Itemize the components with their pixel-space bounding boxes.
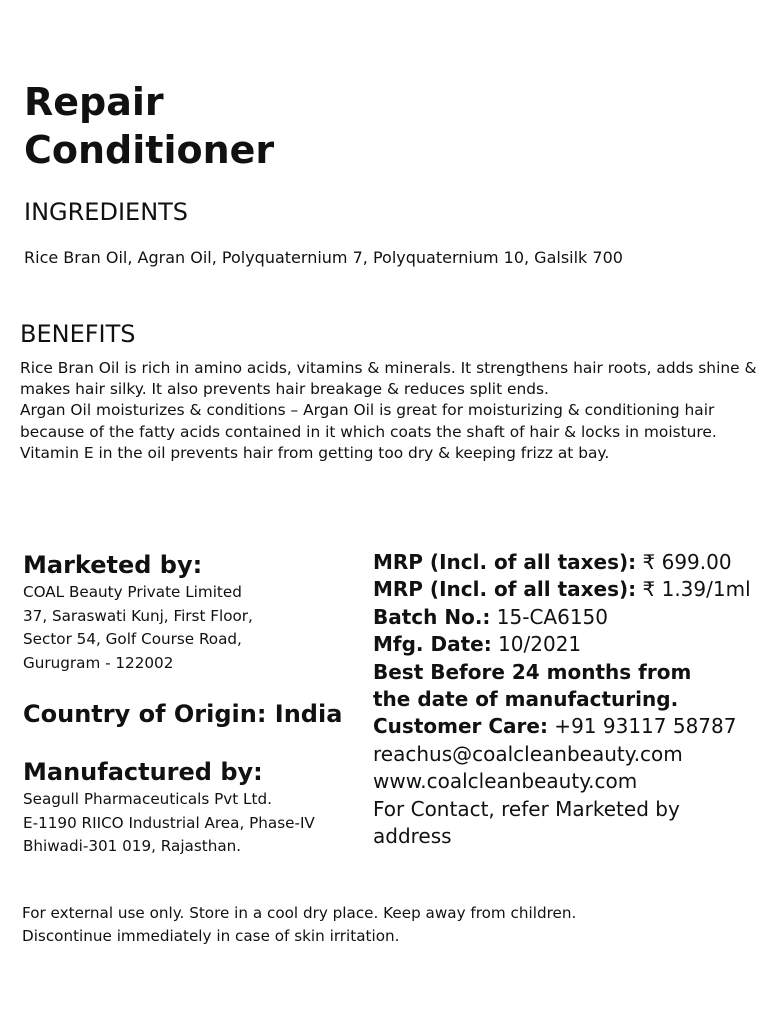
benefits-text	[20, 358, 760, 464]
product-details	[373, 549, 768, 850]
footer-line-1: For external use only. Store in a cool dry place. Keep away from children.	[22, 904, 577, 922]
benefits-heading: BENEFITS	[20, 320, 136, 348]
footer-line-2: Discontinue immediately in case of skin irritation.	[22, 927, 400, 945]
mfg-value: 10/2021	[491, 632, 582, 657]
manufactured-by-address	[23, 788, 363, 859]
customer-care-value: +91 93117 58787	[547, 714, 737, 739]
product-title	[24, 78, 424, 174]
marketed-by-address	[23, 581, 363, 675]
customer-care-row	[373, 713, 768, 740]
mrp-row	[373, 549, 768, 576]
manufactured-by-heading: Manufactured by:	[23, 758, 263, 786]
benefits-paragraph-2: Argan Oil moisturizes & conditions – Argan Oil is great for moisturizing & conditioning hair because of the fatty acids contained in it which coats the shaft of hair & locks in moisture. Vitamin E in the oil prevents hair from getting too dry & keeping frizz at bay.	[20, 401, 717, 462]
manufactured-by-line: Seagull Pharmaceuticals Pvt Ltd.	[23, 790, 272, 808]
company-info	[23, 550, 363, 859]
marketed-by-line: 37, Saraswati Kunj, First Floor,	[23, 606, 253, 625]
contact-line-1: For Contact, refer Marketed by	[373, 796, 680, 821]
country-of-origin: Country of Origin: India	[23, 700, 343, 728]
marketed-by-line: COAL Beauty Private Limited	[23, 583, 242, 601]
contact-line-2: address	[373, 824, 452, 849]
footer-note	[22, 902, 576, 948]
ingredients-heading: INGREDIENTS	[24, 198, 189, 226]
batch-row	[373, 604, 768, 631]
benefits-paragraph-1: Rice Bran Oil is rich in amino acids, vitamins & minerals. It strengthens hair roots, adds shine & makes hair silky. It also prevents hair breakage & reduces split ends.	[20, 359, 757, 399]
manufactured-by-line: E-1190 RIICO Industrial Area, Phase-IV	[23, 813, 315, 832]
mrp-per-ml-value: ₹ 1.39/1ml	[636, 577, 751, 602]
manufactured-by-line: Bhiwadi-301 019, Rajasthan.	[23, 837, 242, 855]
customer-care-label: Customer Care:	[373, 714, 548, 739]
website-text: www.coalcleanbeauty.com	[373, 769, 638, 794]
ingredients-text: Rice Bran Oil, Agran Oil, Polyquaternium 7, Polyquaternium 10, Galsilk 700	[24, 248, 623, 267]
mfg-row	[373, 631, 768, 658]
mfg-label: Mfg. Date:	[373, 632, 492, 657]
mrp-per-ml-row	[373, 576, 768, 603]
title-line-2: Conditioner	[24, 128, 275, 172]
marketed-by-line: Sector 54, Golf Course Road,	[23, 630, 242, 648]
marketed-by-line: Gurugram - 122002	[23, 653, 174, 672]
best-before-line-1: Best Before 24 months from	[373, 659, 692, 684]
marketed-by-heading: Marketed by:	[23, 551, 203, 579]
title-line-1: Repair	[24, 80, 164, 124]
batch-label: Batch No.:	[373, 604, 491, 629]
mrp-per-ml-label: MRP (Incl. of all taxes):	[373, 577, 637, 602]
batch-value: 15-CA6150	[490, 604, 609, 629]
email-text: reachus@coalcleanbeauty.com	[373, 741, 683, 766]
mrp-value: ₹ 699.00	[636, 550, 732, 574]
mrp-label: MRP (Incl. of all taxes):	[373, 550, 637, 574]
best-before-line-2: the date of manufacturing.	[373, 687, 679, 712]
